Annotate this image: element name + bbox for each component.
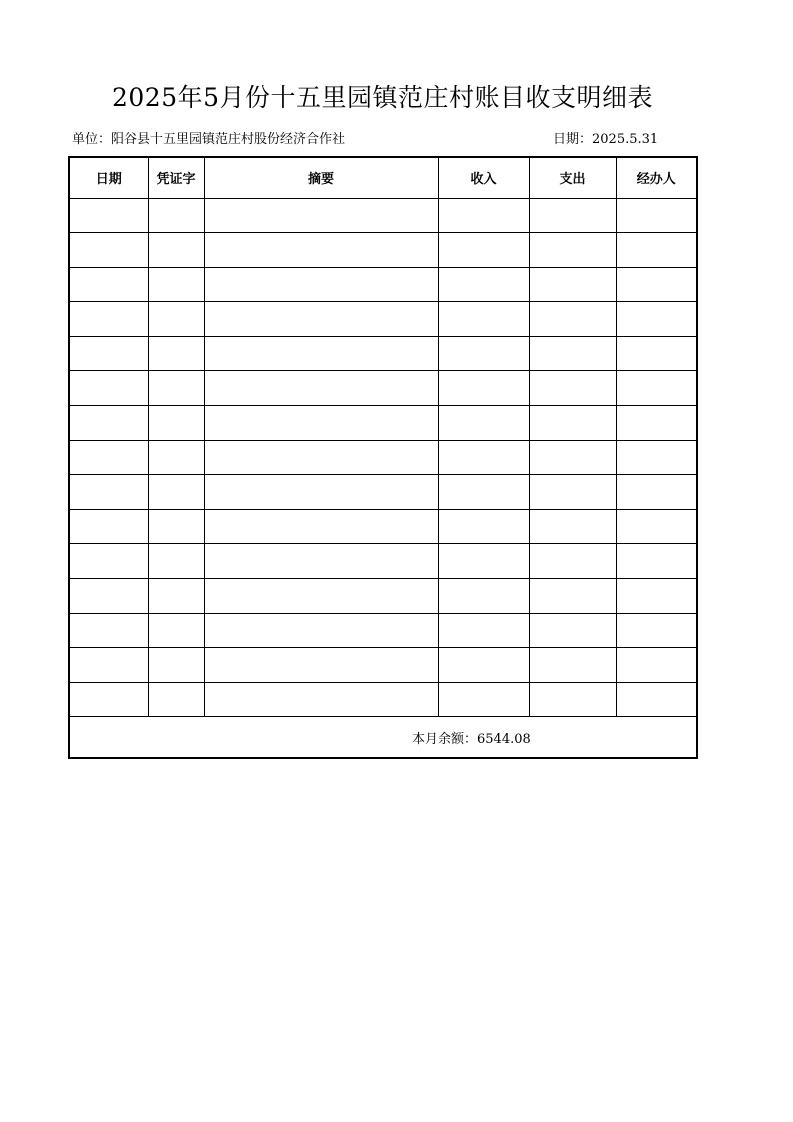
- cell-expense: [529, 406, 616, 441]
- unit-value: 阳谷县十五里园镇范庄村股份经济合作社: [111, 132, 346, 147]
- table-row: [69, 648, 697, 683]
- cell-voucher: [148, 198, 204, 233]
- cell-summary: [204, 198, 438, 233]
- cell-summary: [204, 302, 438, 337]
- cell-handler: [616, 544, 697, 579]
- cell-expense: [529, 233, 616, 268]
- table-row: [69, 440, 697, 475]
- cell-handler: [616, 371, 697, 406]
- cell-date: [69, 579, 148, 614]
- cell-date: [69, 475, 148, 510]
- ledger-body: [69, 198, 697, 717]
- table-row: [69, 267, 697, 302]
- cell-date: [69, 336, 148, 371]
- balance-text: [412, 728, 531, 747]
- cell-expense: [529, 509, 616, 544]
- cell-date: [69, 198, 148, 233]
- table-row: [69, 475, 697, 510]
- page-title: 2025年5月份十五里园镇范庄村账目收支明细表: [111, 83, 654, 112]
- cell-voucher: [148, 648, 204, 683]
- date-value: 2025.5.31: [592, 132, 659, 147]
- cell-summary: [204, 406, 438, 441]
- cell-summary: [204, 475, 438, 510]
- table-row: [69, 406, 697, 441]
- cell-expense: [529, 440, 616, 475]
- table-row: [69, 233, 697, 268]
- cell-expense: [529, 475, 616, 510]
- cell-income: [438, 440, 529, 475]
- cell-income: [438, 371, 529, 406]
- cell-voucher: [148, 544, 204, 579]
- header-handler: 经办人: [616, 157, 697, 198]
- cell-expense: [529, 302, 616, 337]
- cell-voucher: [148, 371, 204, 406]
- cell-handler: [616, 267, 697, 302]
- cell-date: [69, 406, 148, 441]
- cell-income: [438, 406, 529, 441]
- cell-income: [438, 509, 529, 544]
- cell-summary: [204, 336, 438, 371]
- ledger-table: [68, 156, 698, 759]
- cell-expense: [529, 613, 616, 648]
- cell-income: [438, 544, 529, 579]
- cell-summary: [204, 509, 438, 544]
- cell-voucher: [148, 440, 204, 475]
- table-row: [69, 579, 697, 614]
- cell-voucher: [148, 509, 204, 544]
- header-voucher: 凭证字: [148, 157, 204, 198]
- cell-summary: [204, 544, 438, 579]
- cell-summary: [204, 371, 438, 406]
- cell-income: [438, 648, 529, 683]
- cell-date: [69, 233, 148, 268]
- cell-handler: [616, 475, 697, 510]
- table-row: [69, 302, 697, 337]
- cell-voucher: [148, 302, 204, 337]
- cell-date: [69, 440, 148, 475]
- cell-handler: [616, 509, 697, 544]
- cell-handler: [616, 682, 697, 717]
- header-income: 收入: [438, 157, 529, 198]
- cell-income: [438, 302, 529, 337]
- cell-date: [69, 544, 148, 579]
- table-row: [69, 682, 697, 717]
- cell-expense: [529, 336, 616, 371]
- unit-line: [72, 128, 345, 147]
- cell-expense: [529, 544, 616, 579]
- header-summary: 摘要: [204, 157, 438, 198]
- cell-date: [69, 613, 148, 648]
- cell-summary: [204, 613, 438, 648]
- cell-summary: [204, 648, 438, 683]
- cell-income: [438, 579, 529, 614]
- cell-income: [438, 475, 529, 510]
- cell-handler: [616, 613, 697, 648]
- cell-voucher: [148, 682, 204, 717]
- cell-voucher: [148, 336, 204, 371]
- balance-label: 本月余额：: [412, 731, 478, 747]
- cell-voucher: [148, 406, 204, 441]
- cell-date: [69, 509, 148, 544]
- table-row: [69, 544, 697, 579]
- header-row: [69, 157, 697, 198]
- cell-date: [69, 682, 148, 717]
- cell-expense: [529, 198, 616, 233]
- cell-summary: [204, 267, 438, 302]
- cell-handler: [616, 302, 697, 337]
- cell-expense: [529, 267, 616, 302]
- cell-handler: [616, 406, 697, 441]
- date-label: 日期：: [553, 132, 593, 147]
- cell-handler: [616, 336, 697, 371]
- cell-date: [69, 648, 148, 683]
- cell-date: [69, 267, 148, 302]
- table-row: [69, 613, 697, 648]
- cell-summary: [204, 233, 438, 268]
- cell-voucher: [148, 233, 204, 268]
- cell-handler: [616, 198, 697, 233]
- cell-expense: [529, 682, 616, 717]
- date-line: [553, 128, 658, 147]
- cell-summary: [204, 682, 438, 717]
- cell-date: [69, 371, 148, 406]
- table-row: [69, 198, 697, 233]
- cell-summary: [204, 440, 438, 475]
- cell-expense: [529, 648, 616, 683]
- cell-handler: [616, 233, 697, 268]
- cell-income: [438, 336, 529, 371]
- cell-summary: [204, 579, 438, 614]
- footer-row: [69, 717, 697, 758]
- cell-income: [438, 613, 529, 648]
- table-row: [69, 371, 697, 406]
- header-date: 日期: [69, 157, 148, 198]
- cell-date: [69, 302, 148, 337]
- cell-handler: [616, 648, 697, 683]
- balance-cell: [69, 717, 697, 758]
- cell-income: [438, 267, 529, 302]
- cell-expense: [529, 371, 616, 406]
- cell-income: [438, 682, 529, 717]
- header-expense: 支出: [529, 157, 616, 198]
- table-row: [69, 509, 697, 544]
- balance-value: 6544.08: [477, 731, 531, 747]
- cell-voucher: [148, 613, 204, 648]
- cell-handler: [616, 440, 697, 475]
- cell-voucher: [148, 579, 204, 614]
- cell-income: [438, 233, 529, 268]
- cell-income: [438, 198, 529, 233]
- unit-label: 单位：: [72, 132, 112, 147]
- cell-handler: [616, 579, 697, 614]
- table-row: [69, 336, 697, 371]
- cell-voucher: [148, 267, 204, 302]
- cell-voucher: [148, 475, 204, 510]
- cell-expense: [529, 579, 616, 614]
